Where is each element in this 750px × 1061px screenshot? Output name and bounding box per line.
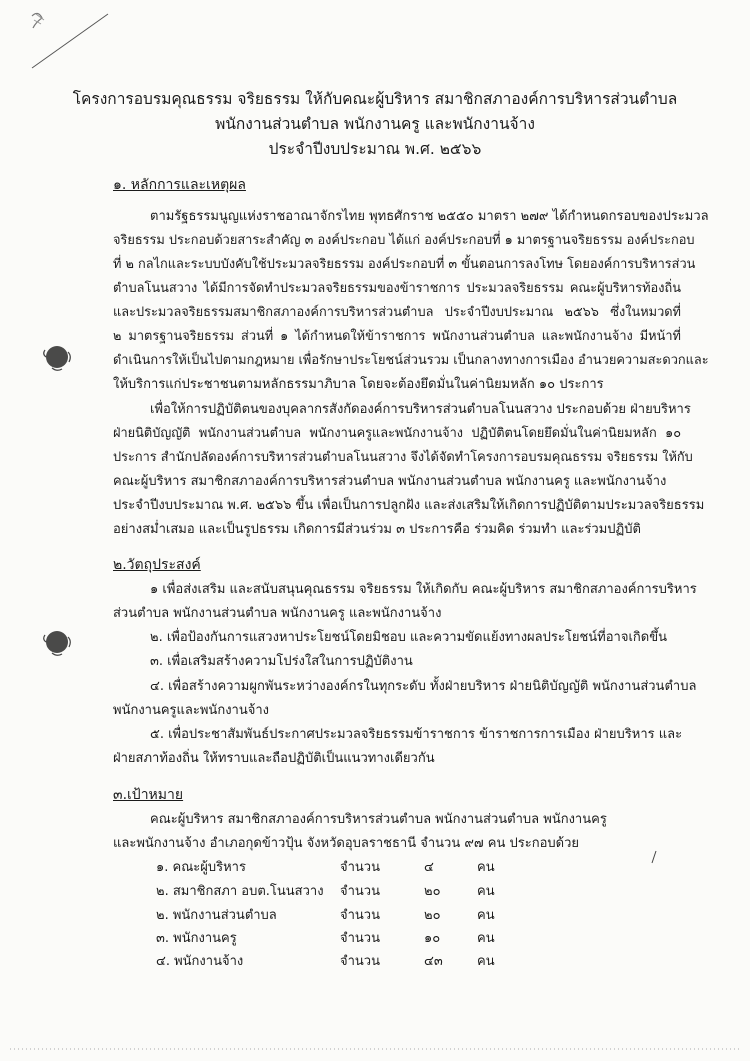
punch-hole-mark	[40, 340, 74, 374]
para-1-line: ตามรัฐธรรมนูญแห่งราชอาณาจักรไทย พุทธศักราช ๒๕๕๐ มาตรา ๒๗๙ ได้กำหนดกรอบของประมวล	[150, 209, 709, 224]
para-1-line: ๒ มาตรฐานจริยธรรม ส่วนที่ ๑ ได้กำหนดให้ข้าราชการ พนักงานส่วนตำบล และพนักงานจ้าง มีหน้าที่	[113, 329, 681, 344]
target-count: ๒๐	[424, 884, 441, 899]
title-line-2: พนักงานส่วนตำบล พนักงานครู และพนักงานจ้าง	[215, 115, 535, 133]
title-line-3: ประจำปีงบประมาณ พ.ศ. ๒๕๖๖	[268, 140, 482, 158]
objective-item: ๓. เพื่อเสริมสร้างความโปร่งใสในการปฏิบัติงาน	[150, 654, 413, 669]
para-2-line: ฝ่ายนิติบัญญัติ พนักงานส่วนตำบล พนักงานครูและพนักงานจ้าง ปฏิบัติตนโดยยึดมั่นในค่านิยมหลัก ๑๐	[113, 426, 681, 441]
objective-item: พนักงานครูและพนักงานจ้าง	[113, 703, 269, 718]
target-intro-line: คณะผู้บริหาร สมาชิกสภาองค์การบริหารส่วนตำบล พนักงานส่วนตำบล พนักงานครู	[150, 812, 607, 827]
para-2-line: คณะผู้บริหาร สมาชิกสภาองค์การบริหารส่วนตำบล พนักงานส่วนตำบล พนักงานครู และพนักงานจ้าง	[113, 474, 667, 489]
target-count-label: จำนวน	[340, 908, 380, 923]
target-row	[156, 929, 536, 951]
target-count-label: จำนวน	[340, 931, 380, 946]
target-row	[156, 906, 536, 928]
objective-item: ฝ่ายสภาท้องถิ่น ให้ทราบและถือปฏิบัติเป็นแนวทางเดียวกัน	[113, 751, 435, 766]
section-3-heading: ๓.เป้าหมาย	[113, 787, 184, 803]
target-unit: คน	[477, 884, 495, 899]
target-unit: คน	[477, 954, 495, 969]
bottom-edge-dots	[0, 1046, 750, 1052]
stray-mark	[650, 850, 658, 864]
para-2-line: เพื่อให้การปฏิบัติตนของบุคลากรสังกัดองค์การบริหารส่วนตำบลโนนสวาง ประกอบด้วย ฝ่ายบริหาร	[150, 402, 691, 417]
target-unit: คน	[477, 931, 495, 946]
section-2-heading: ๒.วัตถุประสงค์	[113, 557, 201, 573]
corner-scan-mark	[30, 6, 140, 86]
objective-item: ๑ เพื่อส่งเสริม และสนับสนุนคุณธรรม จริยธรรม ให้เกิดกับ คณะผู้บริหาร สมาชิกสภาองค์การบริหาร	[150, 582, 697, 597]
target-intro-line: และพนักงานจ้าง อำเภอกุดข้าวปุ้น จังหวัดอุบลราชธานี จำนวน ๙๗ คน ประกอบด้วย	[113, 836, 580, 851]
para-1-line: จริยธรรม ประกอบด้วยสาระสำคัญ ๓ องค์ประกอบ ได้แก่ องค์ประกอบที่ ๑ มาตรฐานจริยธรรม องค์ประกอบ	[113, 233, 695, 248]
target-count-label: จำนวน	[340, 860, 380, 875]
target-group-name: ๓. พนักงานครู	[156, 931, 237, 946]
para-2-line: ประจำปีงบประมาณ พ.ศ. ๒๕๖๖ ขึ้น เพื่อเป็นการปลูกฝัง และส่งเสริมให้เกิดการปฏิบัติตามประมวลจริยธรรม	[113, 498, 705, 513]
para-2-line: ประการ สำนักปลัดองค์การบริหารส่วนตำบลโนนสวาง จึงได้จัดทำโครงการอบรมคุณธรรม จริยธรรม ให้กับ	[113, 450, 693, 465]
para-1-line: ที่ ๒ กลไกและระบบบังคับใช้ประมวลจริยธรรม องค์ประกอบที่ ๓ ขั้นตอนการลงโทษ โดยองค์การบริหารส่วน	[113, 257, 696, 272]
target-count-label: จำนวน	[340, 954, 380, 969]
para-1-line: และประมวลจริยธรรมสมาชิกสภาองค์การบริหารส่วนตำบล ประจำปีงบประมาณ ๒๕๖๖ ซึ่งในหมวดที่	[113, 305, 681, 320]
target-count: ๔	[424, 860, 434, 875]
target-unit: คน	[477, 908, 495, 923]
target-count: ๑๐	[424, 931, 441, 946]
target-group-name: ๔. พนักงานจ้าง	[156, 954, 244, 969]
target-group-name: ๒. สมาชิกสภา อบต.โนนสวาง	[156, 884, 324, 899]
objective-item: ๒. เพื่อป้องกันการแสวงหาประโยชน์โดยมิชอบ และความขัดแย้งทางผลประโยชน์ที่อาจเกิดขึ้น	[150, 630, 667, 645]
para-1-line: ให้บริการแก่ประชาชนตามหลักธรรมาภิบาล โดยจะต้องยึดมั่นในค่านิยมหลัก ๑๐ ประการ	[113, 377, 604, 392]
objective-item: ส่วนตำบล พนักงานส่วนตำบล พนักงานครู และพนักงานจ้าง	[113, 606, 442, 621]
section-1-heading: ๑. หลักการและเหตุผล	[113, 177, 246, 193]
target-count: ๔๓	[424, 954, 443, 969]
objective-item: ๔. เพื่อสร้างความผูกพันระหว่างองค์กรในทุกระดับ ทั้งฝ่ายบริหาร ฝ่ายนิติบัญญัติ พนักงานส่วนตำบล	[150, 679, 697, 694]
target-count: ๒๐	[424, 908, 441, 923]
target-row	[156, 882, 536, 904]
target-group-name: ๒. พนักงานส่วนตำบล	[156, 908, 277, 923]
para-1-line: ตำบลโนนสวาง ได้มีการจัดทำประมวลจริยธรรมของข้าราชการ ประมวลจริยธรรม คณะผู้บริหารท้องถิ่น	[113, 281, 681, 296]
target-row	[156, 858, 536, 880]
target-unit: คน	[477, 860, 495, 875]
target-row	[156, 952, 536, 974]
title-line-1: โครงการอบรมคุณธรรม จริยธรรม ให้กับคณะผู้บริหาร สมาชิกสภาองค์การบริหารส่วนตำบล	[72, 90, 678, 108]
objective-item: ๕. เพื่อประชาสัมพันธ์ประกาศประมวลจริยธรรมข้าราชการ ข้าราชการการเมือง ฝ่ายบริหาร และ	[150, 727, 683, 742]
para-1-line: ดำเนินการให้เป็นไปตามกฎหมาย เพื่อรักษาประโยชน์ส่วนรวม เป็นกลางทางการเมือง อำนวยความสะดวกและ	[113, 353, 709, 368]
target-group-name: ๑. คณะผู้บริหาร	[156, 860, 246, 875]
punch-hole-mark	[40, 625, 74, 659]
target-count-label: จำนวน	[340, 884, 380, 899]
para-2-line: อย่างสม่ำเสมอ และเป็นรูปธรรม เกิดการมีส่วนร่วม ๓ ประการคือ ร่วมคิด ร่วมทำ และร่วมปฏิบัติ	[113, 522, 641, 537]
